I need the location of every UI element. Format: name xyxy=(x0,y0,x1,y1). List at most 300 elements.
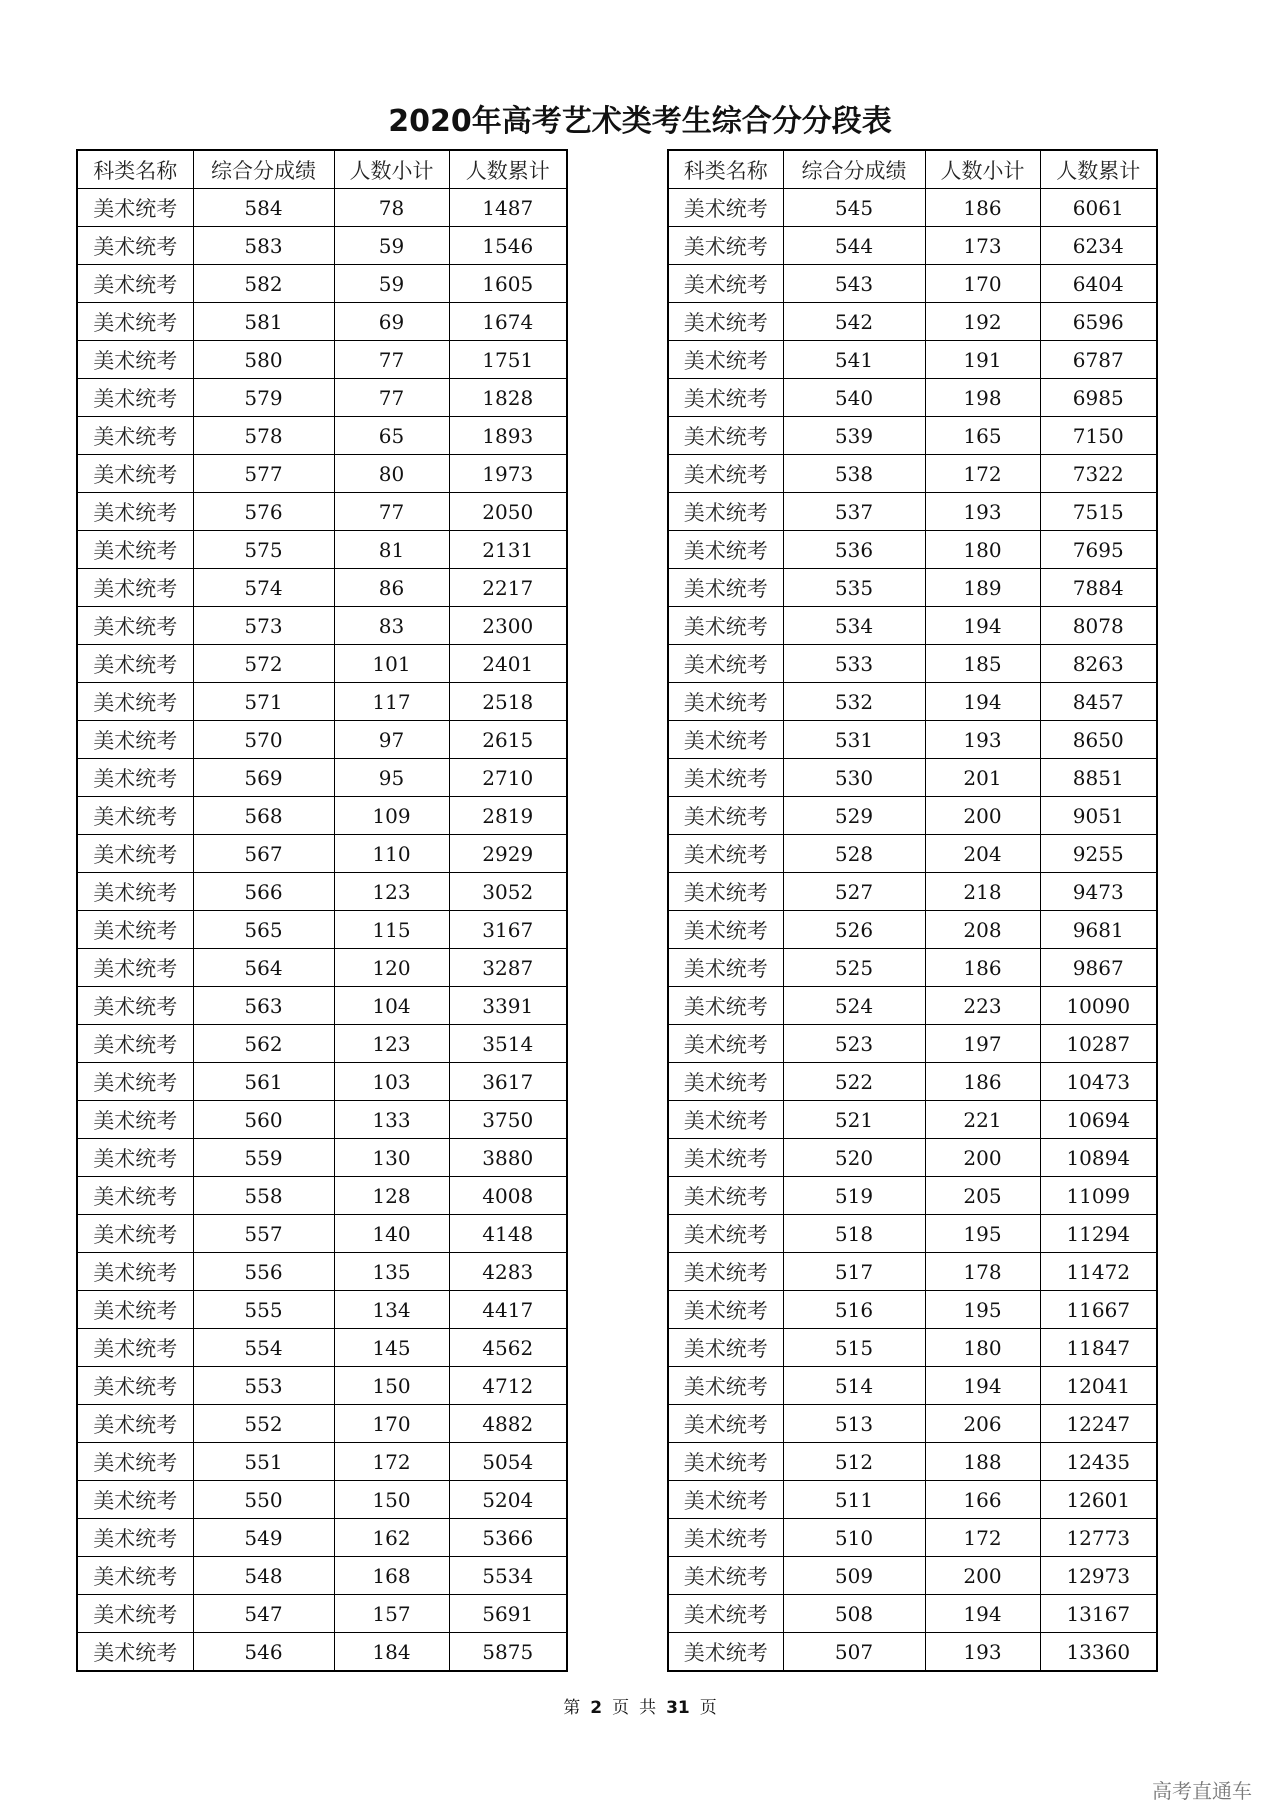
table-row xyxy=(668,417,1157,455)
table-row xyxy=(668,721,1157,759)
count-cell: 195 xyxy=(925,1215,1040,1253)
table-row xyxy=(77,1633,567,1672)
count-cell: 193 xyxy=(925,1633,1040,1672)
footer-suffix: 页 xyxy=(699,1698,717,1718)
category-cell: 美术统考 xyxy=(668,835,783,873)
footer-total-pages: 31 xyxy=(666,1698,690,1718)
category-cell: 美术统考 xyxy=(77,455,193,493)
cumulative-cell: 4283 xyxy=(449,1253,567,1291)
count-cell: 188 xyxy=(925,1443,1040,1481)
count-cell: 223 xyxy=(925,987,1040,1025)
count-cell: 78 xyxy=(334,189,449,227)
page-footer xyxy=(0,1693,1280,1718)
count-cell: 123 xyxy=(334,873,449,911)
category-cell: 美术统考 xyxy=(77,683,193,721)
score-cell: 518 xyxy=(783,1215,925,1253)
category-cell: 美术统考 xyxy=(668,265,783,303)
count-cell: 166 xyxy=(925,1481,1040,1519)
category-cell: 美术统考 xyxy=(668,303,783,341)
count-cell: 186 xyxy=(925,949,1040,987)
score-cell: 510 xyxy=(783,1519,925,1557)
cumulative-cell: 7322 xyxy=(1040,455,1157,493)
cumulative-cell: 9051 xyxy=(1040,797,1157,835)
score-cell: 535 xyxy=(783,569,925,607)
score-cell: 519 xyxy=(783,1177,925,1215)
score-cell: 579 xyxy=(193,379,334,417)
category-cell: 美术统考 xyxy=(668,721,783,759)
score-cell: 577 xyxy=(193,455,334,493)
category-cell: 美术统考 xyxy=(77,1177,193,1215)
table-row xyxy=(668,1481,1157,1519)
score-cell: 546 xyxy=(193,1633,334,1672)
category-cell: 美术统考 xyxy=(77,835,193,873)
footer-mid2: 共 xyxy=(639,1698,657,1718)
table-row xyxy=(668,607,1157,645)
count-cell: 80 xyxy=(334,455,449,493)
header-cumulative: 人数累计 xyxy=(449,150,567,189)
cumulative-cell: 8457 xyxy=(1040,683,1157,721)
cumulative-cell: 5366 xyxy=(449,1519,567,1557)
score-cell: 564 xyxy=(193,949,334,987)
table-row xyxy=(77,1557,567,1595)
table-row xyxy=(668,759,1157,797)
cumulative-cell: 2518 xyxy=(449,683,567,721)
count-cell: 77 xyxy=(334,379,449,417)
score-cell: 560 xyxy=(193,1101,334,1139)
category-cell: 美术统考 xyxy=(77,1215,193,1253)
score-cell: 559 xyxy=(193,1139,334,1177)
table-row xyxy=(77,759,567,797)
header-score: 综合分成绩 xyxy=(783,150,925,189)
count-cell: 115 xyxy=(334,911,449,949)
score-cell: 523 xyxy=(783,1025,925,1063)
count-cell: 189 xyxy=(925,569,1040,607)
table-row xyxy=(668,227,1157,265)
category-cell: 美术统考 xyxy=(77,721,193,759)
category-cell: 美术统考 xyxy=(668,379,783,417)
table-row xyxy=(77,1405,567,1443)
table-row xyxy=(668,531,1157,569)
score-cell: 512 xyxy=(783,1443,925,1481)
score-cell: 522 xyxy=(783,1063,925,1101)
cumulative-cell: 8078 xyxy=(1040,607,1157,645)
table-row xyxy=(77,341,567,379)
table-row xyxy=(77,683,567,721)
cumulative-cell: 11847 xyxy=(1040,1329,1157,1367)
category-cell: 美术统考 xyxy=(77,341,193,379)
score-cell: 539 xyxy=(783,417,925,455)
category-cell: 美术统考 xyxy=(77,607,193,645)
table-row xyxy=(77,873,567,911)
header-category: 科类名称 xyxy=(77,150,193,189)
category-cell: 美术统考 xyxy=(77,1443,193,1481)
score-table-left xyxy=(76,149,568,1672)
cumulative-cell: 11294 xyxy=(1040,1215,1157,1253)
cumulative-cell: 2615 xyxy=(449,721,567,759)
score-cell: 550 xyxy=(193,1481,334,1519)
score-cell: 549 xyxy=(193,1519,334,1557)
table-row xyxy=(668,835,1157,873)
cumulative-cell: 9867 xyxy=(1040,949,1157,987)
cumulative-cell: 5204 xyxy=(449,1481,567,1519)
category-cell: 美术统考 xyxy=(77,1101,193,1139)
count-cell: 221 xyxy=(925,1101,1040,1139)
category-cell: 美术统考 xyxy=(77,1253,193,1291)
category-cell: 美术统考 xyxy=(668,227,783,265)
count-cell: 157 xyxy=(334,1595,449,1633)
cumulative-cell: 1674 xyxy=(449,303,567,341)
count-cell: 200 xyxy=(925,797,1040,835)
score-cell: 528 xyxy=(783,835,925,873)
count-cell: 206 xyxy=(925,1405,1040,1443)
score-cell: 570 xyxy=(193,721,334,759)
cumulative-cell: 5534 xyxy=(449,1557,567,1595)
table-row xyxy=(77,1063,567,1101)
count-cell: 150 xyxy=(334,1367,449,1405)
score-cell: 533 xyxy=(783,645,925,683)
category-cell: 美术统考 xyxy=(668,1215,783,1253)
table-row xyxy=(77,189,567,227)
score-cell: 580 xyxy=(193,341,334,379)
cumulative-cell: 5691 xyxy=(449,1595,567,1633)
score-cell: 568 xyxy=(193,797,334,835)
table-row xyxy=(77,987,567,1025)
count-cell: 97 xyxy=(334,721,449,759)
table-row xyxy=(668,1519,1157,1557)
table-row xyxy=(668,1101,1157,1139)
cumulative-cell: 8263 xyxy=(1040,645,1157,683)
count-cell: 128 xyxy=(334,1177,449,1215)
table-row xyxy=(668,1063,1157,1101)
table-row xyxy=(77,1215,567,1253)
table-row xyxy=(77,1329,567,1367)
count-cell: 117 xyxy=(334,683,449,721)
table-row xyxy=(668,1557,1157,1595)
cumulative-cell: 7515 xyxy=(1040,493,1157,531)
count-cell: 81 xyxy=(334,531,449,569)
count-cell: 194 xyxy=(925,1595,1040,1633)
score-cell: 531 xyxy=(783,721,925,759)
score-cell: 541 xyxy=(783,341,925,379)
cumulative-cell: 11667 xyxy=(1040,1291,1157,1329)
category-cell: 美术统考 xyxy=(77,1063,193,1101)
category-cell: 美术统考 xyxy=(77,493,193,531)
category-cell: 美术统考 xyxy=(668,1025,783,1063)
cumulative-cell: 1893 xyxy=(449,417,567,455)
category-cell: 美术统考 xyxy=(668,493,783,531)
count-cell: 195 xyxy=(925,1291,1040,1329)
table-row xyxy=(77,645,567,683)
count-cell: 200 xyxy=(925,1139,1040,1177)
table-row xyxy=(668,911,1157,949)
cumulative-cell: 8851 xyxy=(1040,759,1157,797)
cumulative-cell: 4562 xyxy=(449,1329,567,1367)
cumulative-cell: 3167 xyxy=(449,911,567,949)
category-cell: 美术统考 xyxy=(668,531,783,569)
score-cell: 536 xyxy=(783,531,925,569)
score-cell: 527 xyxy=(783,873,925,911)
cumulative-cell: 5054 xyxy=(449,1443,567,1481)
count-cell: 170 xyxy=(334,1405,449,1443)
category-cell: 美术统考 xyxy=(77,1329,193,1367)
count-cell: 59 xyxy=(334,227,449,265)
table-row xyxy=(668,341,1157,379)
cumulative-cell: 9255 xyxy=(1040,835,1157,873)
count-cell: 59 xyxy=(334,265,449,303)
category-cell: 美术统考 xyxy=(668,455,783,493)
score-cell: 565 xyxy=(193,911,334,949)
count-cell: 110 xyxy=(334,835,449,873)
table-row xyxy=(668,1329,1157,1367)
table-row xyxy=(668,1595,1157,1633)
score-cell: 530 xyxy=(783,759,925,797)
score-cell: 573 xyxy=(193,607,334,645)
score-cell: 571 xyxy=(193,683,334,721)
cumulative-cell: 12041 xyxy=(1040,1367,1157,1405)
footer-prefix: 第 xyxy=(563,1698,581,1718)
count-cell: 218 xyxy=(925,873,1040,911)
count-cell: 86 xyxy=(334,569,449,607)
table-row xyxy=(668,683,1157,721)
count-cell: 204 xyxy=(925,835,1040,873)
cumulative-cell: 2929 xyxy=(449,835,567,873)
score-cell: 516 xyxy=(783,1291,925,1329)
cumulative-cell: 13167 xyxy=(1040,1595,1157,1633)
cumulative-cell: 4008 xyxy=(449,1177,567,1215)
count-cell: 200 xyxy=(925,1557,1040,1595)
category-cell: 美术统考 xyxy=(77,949,193,987)
table-row xyxy=(77,417,567,455)
cumulative-cell: 2819 xyxy=(449,797,567,835)
table-row xyxy=(77,227,567,265)
category-cell: 美术统考 xyxy=(668,1405,783,1443)
cumulative-cell: 3391 xyxy=(449,987,567,1025)
count-cell: 140 xyxy=(334,1215,449,1253)
table-row xyxy=(668,265,1157,303)
table-row xyxy=(77,303,567,341)
category-cell: 美术统考 xyxy=(77,303,193,341)
cumulative-cell: 1973 xyxy=(449,455,567,493)
score-cell: 584 xyxy=(193,189,334,227)
category-cell: 美术统考 xyxy=(77,987,193,1025)
score-cell: 548 xyxy=(193,1557,334,1595)
category-cell: 美术统考 xyxy=(77,265,193,303)
count-cell: 208 xyxy=(925,911,1040,949)
cumulative-cell: 2217 xyxy=(449,569,567,607)
cumulative-cell: 8650 xyxy=(1040,721,1157,759)
table-row xyxy=(668,1443,1157,1481)
category-cell: 美术统考 xyxy=(77,531,193,569)
category-cell: 美术统考 xyxy=(77,189,193,227)
score-cell: 567 xyxy=(193,835,334,873)
category-cell: 美术统考 xyxy=(668,1519,783,1557)
cumulative-cell: 6985 xyxy=(1040,379,1157,417)
category-cell: 美术统考 xyxy=(668,607,783,645)
score-cell: 540 xyxy=(783,379,925,417)
table-row xyxy=(77,797,567,835)
category-cell: 美术统考 xyxy=(77,1633,193,1672)
cumulative-cell: 2300 xyxy=(449,607,567,645)
category-cell: 美术统考 xyxy=(668,949,783,987)
score-cell: 520 xyxy=(783,1139,925,1177)
table-row xyxy=(668,1367,1157,1405)
cumulative-cell: 13360 xyxy=(1040,1633,1157,1672)
count-cell: 123 xyxy=(334,1025,449,1063)
table-row xyxy=(668,1253,1157,1291)
score-cell: 555 xyxy=(193,1291,334,1329)
cumulative-cell: 11099 xyxy=(1040,1177,1157,1215)
cumulative-cell: 3287 xyxy=(449,949,567,987)
cumulative-cell: 12773 xyxy=(1040,1519,1157,1557)
score-cell: 526 xyxy=(783,911,925,949)
score-cell: 514 xyxy=(783,1367,925,1405)
score-cell: 542 xyxy=(783,303,925,341)
count-cell: 180 xyxy=(925,531,1040,569)
category-cell: 美术统考 xyxy=(77,797,193,835)
score-cell: 578 xyxy=(193,417,334,455)
cumulative-cell: 1828 xyxy=(449,379,567,417)
cumulative-cell: 9473 xyxy=(1040,873,1157,911)
category-cell: 美术统考 xyxy=(77,1557,193,1595)
count-cell: 65 xyxy=(334,417,449,455)
table-row xyxy=(77,1139,567,1177)
category-cell: 美术统考 xyxy=(668,1101,783,1139)
cumulative-cell: 7150 xyxy=(1040,417,1157,455)
count-cell: 120 xyxy=(334,949,449,987)
count-cell: 197 xyxy=(925,1025,1040,1063)
cumulative-cell: 6404 xyxy=(1040,265,1157,303)
cumulative-cell: 4417 xyxy=(449,1291,567,1329)
table-row xyxy=(77,911,567,949)
footer-mid1: 页 xyxy=(612,1698,630,1718)
table-row xyxy=(77,1253,567,1291)
table-row xyxy=(77,1177,567,1215)
score-cell: 569 xyxy=(193,759,334,797)
count-cell: 194 xyxy=(925,1367,1040,1405)
count-cell: 201 xyxy=(925,759,1040,797)
header-count: 人数小计 xyxy=(925,150,1040,189)
category-cell: 美术统考 xyxy=(77,1481,193,1519)
count-cell: 194 xyxy=(925,607,1040,645)
count-cell: 69 xyxy=(334,303,449,341)
table-row xyxy=(668,797,1157,835)
cumulative-cell: 3750 xyxy=(449,1101,567,1139)
score-cell: 507 xyxy=(783,1633,925,1672)
cumulative-cell: 3514 xyxy=(449,1025,567,1063)
cumulative-cell: 10090 xyxy=(1040,987,1157,1025)
cumulative-cell: 1546 xyxy=(449,227,567,265)
count-cell: 135 xyxy=(334,1253,449,1291)
score-cell: 558 xyxy=(193,1177,334,1215)
count-cell: 205 xyxy=(925,1177,1040,1215)
count-cell: 83 xyxy=(334,607,449,645)
count-cell: 193 xyxy=(925,721,1040,759)
category-cell: 美术统考 xyxy=(668,1253,783,1291)
score-cell: 561 xyxy=(193,1063,334,1101)
score-cell: 524 xyxy=(783,987,925,1025)
category-cell: 美术统考 xyxy=(77,227,193,265)
category-cell: 美术统考 xyxy=(668,1139,783,1177)
cumulative-cell: 10473 xyxy=(1040,1063,1157,1101)
category-cell: 美术统考 xyxy=(77,417,193,455)
cumulative-cell: 12435 xyxy=(1040,1443,1157,1481)
score-cell: 525 xyxy=(783,949,925,987)
count-cell: 109 xyxy=(334,797,449,835)
cumulative-cell: 7695 xyxy=(1040,531,1157,569)
count-cell: 145 xyxy=(334,1329,449,1367)
table-row xyxy=(77,721,567,759)
table-row xyxy=(668,493,1157,531)
count-cell: 150 xyxy=(334,1481,449,1519)
cumulative-cell: 5875 xyxy=(449,1633,567,1672)
table-row xyxy=(668,379,1157,417)
cumulative-cell: 3617 xyxy=(449,1063,567,1101)
count-cell: 133 xyxy=(334,1101,449,1139)
count-cell: 77 xyxy=(334,341,449,379)
table-row xyxy=(77,1443,567,1481)
cumulative-cell: 2401 xyxy=(449,645,567,683)
score-cell: 511 xyxy=(783,1481,925,1519)
cumulative-cell: 3880 xyxy=(449,1139,567,1177)
score-cell: 554 xyxy=(193,1329,334,1367)
table-row xyxy=(668,1215,1157,1253)
table-row xyxy=(77,1595,567,1633)
page-title: 2020年高考艺术类考生综合分分段表 xyxy=(388,104,892,139)
table-row xyxy=(668,1291,1157,1329)
score-cell: 552 xyxy=(193,1405,334,1443)
cumulative-cell: 9681 xyxy=(1040,911,1157,949)
count-cell: 101 xyxy=(334,645,449,683)
category-cell: 美术统考 xyxy=(668,341,783,379)
table-row xyxy=(77,1367,567,1405)
category-cell: 美术统考 xyxy=(668,417,783,455)
category-cell: 美术统考 xyxy=(77,379,193,417)
table-row xyxy=(668,645,1157,683)
score-cell: 551 xyxy=(193,1443,334,1481)
count-cell: 178 xyxy=(925,1253,1040,1291)
category-cell: 美术统考 xyxy=(668,683,783,721)
score-cell: 517 xyxy=(783,1253,925,1291)
score-cell: 575 xyxy=(193,531,334,569)
score-cell: 566 xyxy=(193,873,334,911)
category-cell: 美术统考 xyxy=(668,1367,783,1405)
category-cell: 美术统考 xyxy=(668,1177,783,1215)
score-cell: 521 xyxy=(783,1101,925,1139)
table-row xyxy=(77,493,567,531)
score-cell: 537 xyxy=(783,493,925,531)
score-cell: 538 xyxy=(783,455,925,493)
category-cell: 美术统考 xyxy=(77,1291,193,1329)
header-count: 人数小计 xyxy=(334,150,449,189)
table-row xyxy=(668,1177,1157,1215)
table-header-row xyxy=(77,150,567,189)
cumulative-cell: 2131 xyxy=(449,531,567,569)
score-cell: 574 xyxy=(193,569,334,607)
count-cell: 172 xyxy=(334,1443,449,1481)
score-cell: 532 xyxy=(783,683,925,721)
category-cell: 美术统考 xyxy=(77,1139,193,1177)
table-row xyxy=(668,455,1157,493)
score-cell: 563 xyxy=(193,987,334,1025)
count-cell: 191 xyxy=(925,341,1040,379)
score-cell: 544 xyxy=(783,227,925,265)
category-cell: 美术统考 xyxy=(77,911,193,949)
cumulative-cell: 6061 xyxy=(1040,189,1157,227)
table-row xyxy=(668,1025,1157,1063)
score-cell: 562 xyxy=(193,1025,334,1063)
table-row xyxy=(77,1291,567,1329)
table-row xyxy=(77,379,567,417)
